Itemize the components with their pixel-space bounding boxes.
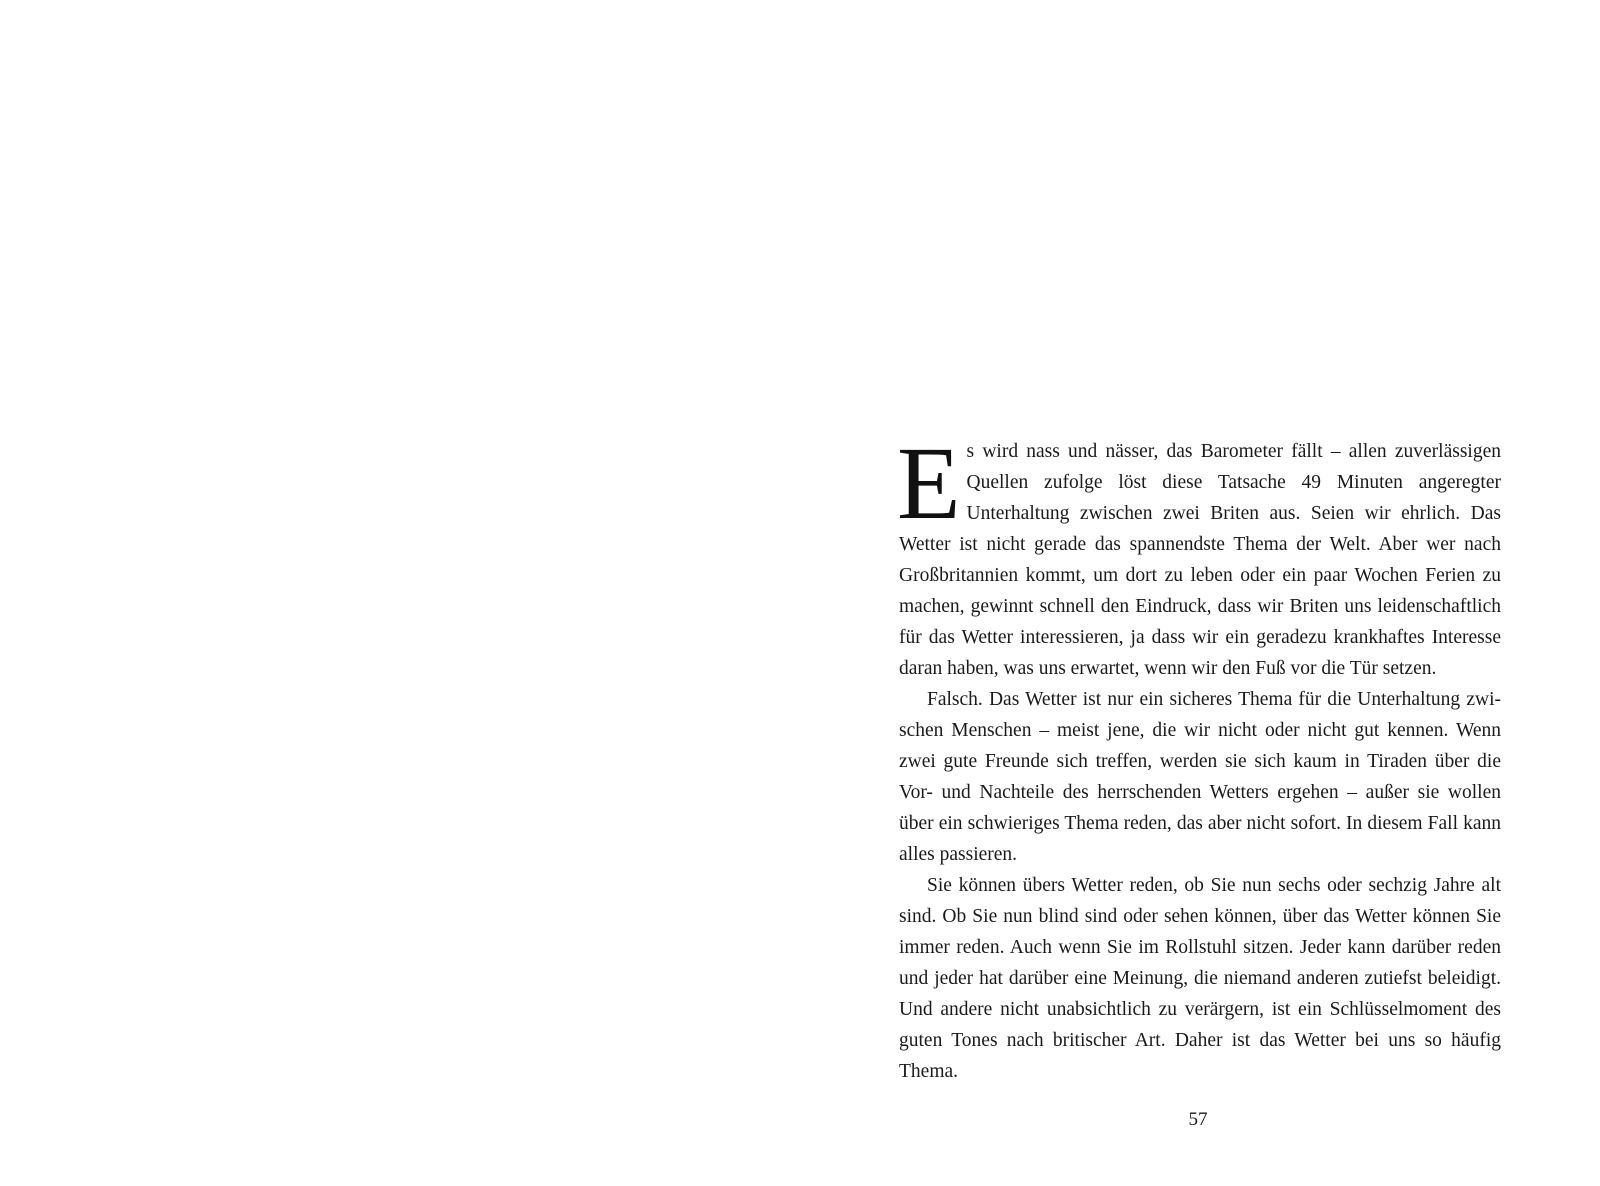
- paragraph-1-text: s wird nass und nässer, das Barometer fällt – allen zuverlässigen Quellen zufolge löst diese Tatsache 49 Minuten angeregter Unterhaltung zwischen zwei Briten aus. Seien wir ehrlich. Das Wetter ist nicht gerade das spannendste Thema der Welt. Aber wer nach Großbritannien kommt, um dort zu leben oder ein paar Wochen Ferien zu machen, gewinnt schnell den Eindruck, dass wir Briten uns leidenschaftlich für das Wetter interessieren, ja dass wir ein geradezu krankhaftes Interesse daran haben, was uns erwartet, wenn wir den Fuß vor die Tür setzen.: [899, 441, 1501, 679]
- paragraph-1: [897, 426, 1501, 684]
- page-number: [800, 1108, 1600, 1132]
- body-text: [897, 426, 1501, 1087]
- right-page: [800, 0, 1600, 1186]
- paragraph-2: Falsch. Das Wetter ist nur ein sicheres Thema für die Unterhaltung zwischen Menschen – meist jene, die wir nicht oder nicht gut kennen. Wenn zwei gute Freunde sich treffen, werden sie sich kaum in Tiraden über die Vor- und Nachteile des herrschenden Wetters ergehen – außer sie wollen über ein schwieriges Thema reden, das aber nicht sofort. In diesem Fall kann alles passieren.: [899, 689, 1501, 865]
- page-number-text: 57: [1188, 1109, 1208, 1130]
- paragraph-3: Sie können übers Wetter reden, ob Sie nun sechs oder sechzig Jahre alt sind. Ob Sie nun blind sind oder sehen können, über das Wetter können Sie immer reden. Auch wenn Sie im Rollstuhl sitzen. Jeder kann darüber reden und jeder hat darüber eine Meinung, die niemand anderen zutiefst beleidigt. Und andere nicht unabsichtlich zu verärgern, ist ein Schlüsselmoment des guten Tones nach britischer Art. Daher ist das Wetter bei uns so häufig Thema.: [899, 875, 1501, 1082]
- drop-cap: E: [897, 426, 961, 541]
